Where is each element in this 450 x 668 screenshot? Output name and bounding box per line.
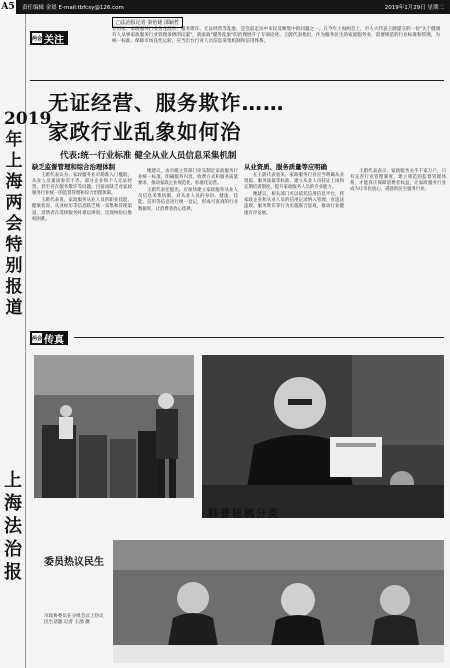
article-column-3 (244, 163, 344, 328)
photo-garbage-sorting (34, 355, 194, 498)
divider-line (30, 80, 444, 81)
special-report-title: 2019年上海两会特别报道 (4, 109, 52, 318)
section-label-focus: 关注 (44, 34, 64, 46)
article-paragraph: 在王蔚代表看来，家政服务行业应当明确从业资质、服务质量等标准，建立从业人员持证上岗和定期培训制度，提升家政服务人员的专业能力。 (244, 173, 344, 191)
article-column-1 (32, 163, 132, 328)
section-badge-focus (30, 31, 68, 45)
article-paragraph: 她建议，相关部门可以依托信用信息平台，将家政企业和从业人员的信用记录纳入管理，对违法违规、服务欺诈等行为实施联合惩戒，推动行业健康有序发展。 (244, 192, 344, 216)
photo-deputy-speaking-image (202, 355, 444, 518)
reporter-byline: □法治报记者 秦怡婕 邵颖哲 (112, 17, 183, 28)
article-column-4 (350, 169, 446, 329)
newspaper-name: 上海法治报 (4, 470, 22, 583)
lianghui-icon: 两会 (32, 33, 42, 43)
subtitle: 代表:统一行业标准 健全从业人员信息采集机制 (60, 151, 237, 161)
section-badge-photo (30, 331, 68, 345)
column-heading: 缺乏监督管理和综合治理体制 (32, 163, 116, 171)
photo-cppcc-meeting-image (113, 540, 444, 663)
article-paragraph: 王蔚代表表示，家政服务关乎千家万户，只有完善行业管理制度，建立规范的监督管理体系，才能真正保障消费者权益，让家政服务行业成为让市民放心、满意的民生服务行业。 (350, 169, 446, 193)
page-header (0, 0, 450, 14)
photo-deputy-speaking (202, 355, 444, 518)
page-number-badge: A5 (1, 2, 15, 12)
headline-line-1: 无证经营、服务欺诈…… (48, 91, 285, 115)
photo1-calligraphy-title: 科普桂枫分类 (208, 509, 280, 520)
article-paragraph: 王蔚代表认为，家政服务业市场准入门槛低，从业人员素质参差不齐，部分企业和个人无证经营，甚至存在服务欺诈等问题。目前尚缺乏对家政服务行业统一的监督管理和综合治理体制。 (32, 173, 132, 197)
article-column-2 (138, 169, 238, 329)
divider-line (74, 337, 444, 338)
date-info: 2019年1月29日 星期二 (384, 5, 444, 11)
headline (48, 89, 444, 147)
lianghui-icon: 两会 (32, 333, 42, 343)
article-paragraph: 王蔚代表还提出，应加快建立家政服务从业人员信息采集机制，对从业人员的身份、健康、技能、信用等信息进行统一登记，形成可查询的行业数据库，让消费者放心选择。 (138, 188, 238, 212)
left-sidebar (0, 14, 52, 668)
column-heading: 从业资质、服务质量等应明确 (244, 163, 328, 171)
photo2-caption: 市政协委员在分组会议上热议民生话题 记者 王湧 摄 (44, 614, 104, 625)
photo-cppcc-meeting (113, 540, 444, 663)
photo2-calligraphy-title: 委员热议民生 (44, 557, 104, 568)
section-label-photo: 传真 (44, 334, 64, 346)
headline-line-2: 家政行业乱象如何治 (48, 120, 242, 144)
photo-garbage-sorting-image (34, 355, 194, 498)
photo1-caption: 市人大代表在审议中展示垃圾分类宣传材料 记者 王湧 摄 (310, 503, 425, 508)
article-paragraph: 她建议，由市级主管部门牵头制定家政服务行业统一标准，明确服务内容、收费方式和服务质量要求，推动家政企业规范化、标准化运营。 (138, 169, 238, 187)
article-paragraph: 王蔚代表说，家政服务从业人员的职业技能、健康状况、从业经历等信息缺乏统一采集和管理渠道，消费者在选择服务时难以辨别，出现纠纷后维权困难。 (32, 198, 132, 222)
lead-paragraph: 老旧家、家政服务行业鱼龙混杂、服务欺诈、无证经营等乱象，是会前走访中市民反映集中的问题之一。在今年上海两会上，市人大代表王蔚提交的一份"关于健康有人从事家政服务行业管理条例的议案"，就家政"服务乱象"的治理展开了专项论述。王蔚代表指出，作为服务民生的家庭服务业，需要规范的行业标准和管理，为统一标准、保障市场良性运转，应当出台行业人员信息采集机制和信用体系。 (112, 27, 441, 45)
edition-info: 责任编辑 金晨 E-mail:tbfcsy@126.com (22, 5, 124, 11)
